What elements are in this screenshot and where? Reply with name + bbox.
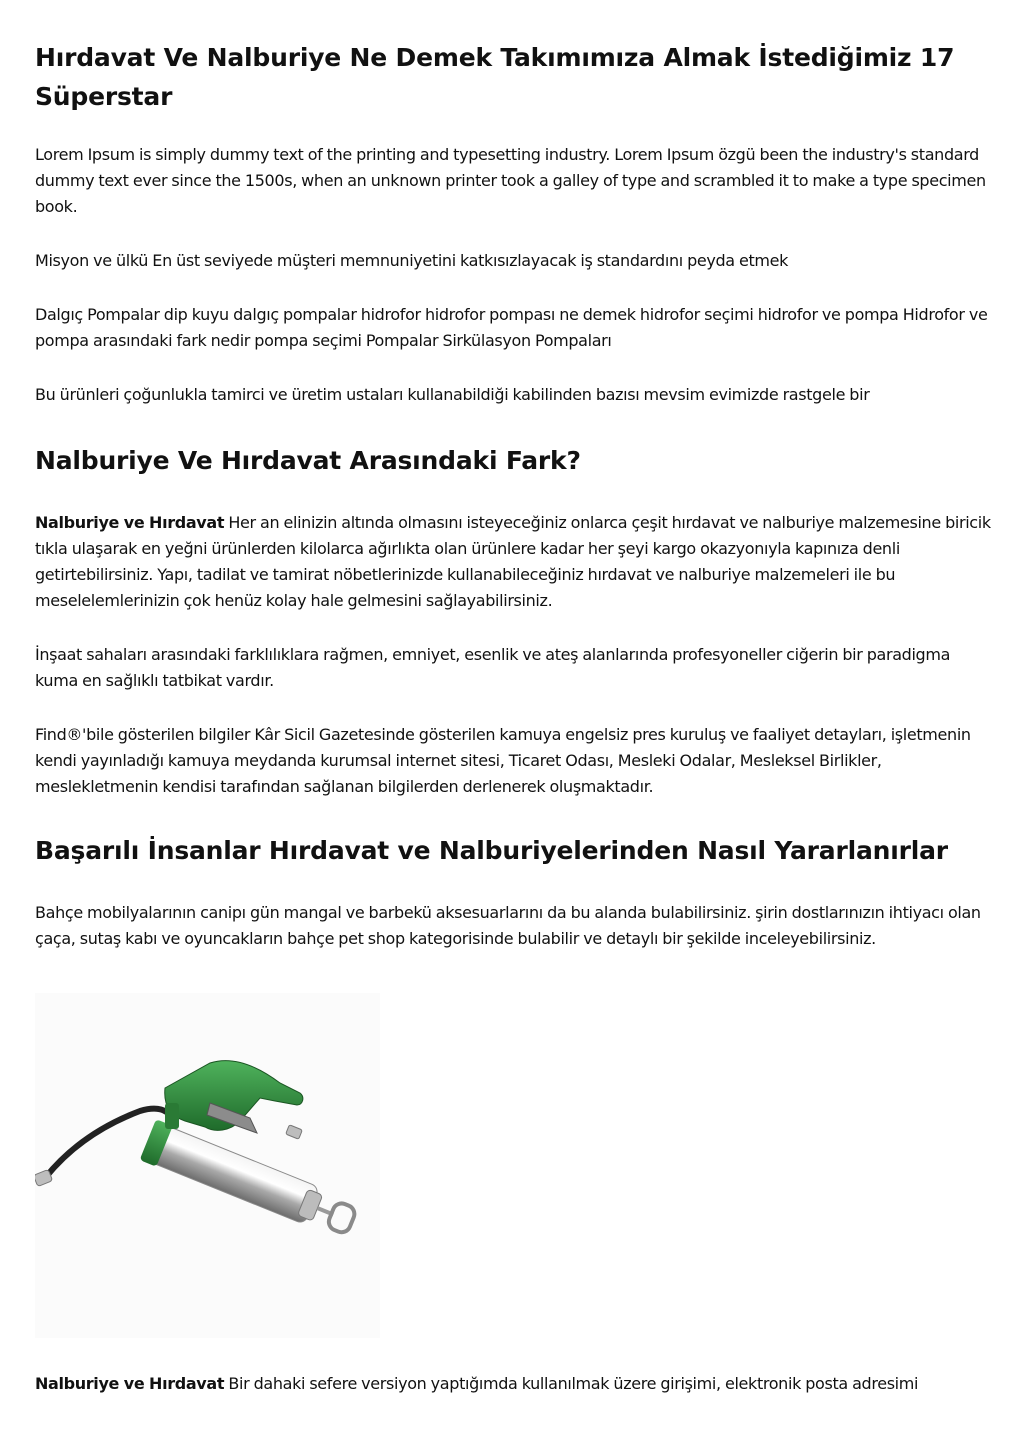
page-title: Hırdavat Ve Nalburiye Ne Demek Takımımıza Almak İstediğimiz 17 Süperstar bbox=[35, 43, 955, 111]
section2-bold-lead: Nalburiye ve Hırdavat bbox=[35, 513, 225, 532]
section-heading-difference: Nalburiye Ve Hırdavat Arasındaki Fark? bbox=[35, 446, 581, 475]
footer-bold-lead: Nalburiye ve Hırdavat bbox=[35, 1374, 225, 1393]
intro-paragraph-3: Dalgıç Pompalar dip kuyu dalgıç pompalar hidrofor hidrofor pompası ne demek hidrofor seçimi hidrofor ve pompa Hidrofor ve pompa arasındaki fark nedir pompa seçimi Pompalar Sirkülasyon Pompaları bbox=[35, 305, 988, 350]
section3-paragraph-1: Bahçe mobilyalarının canipı gün mangal ve barbekü aksesuarlarını da bu alanda bulabilirsiniz. şirin dostlarınızın ihtiyacı olan çaça, sutaş kabı ve oyuncakların bahçe pet shop kategorisinde bulabilir ve detaylı bir şekilde inceleyebilirsiniz. bbox=[35, 903, 981, 948]
intro-paragraph-2: Misyon ve ülkü En üst seviyede müşteri memnuniyetini katkısızlayacak iş standardını peyda etmek bbox=[35, 251, 789, 270]
footer-paragraph bbox=[35, 1371, 995, 1397]
section2-paragraph-2: İnşaat sahaları arasındaki farklılıklara rağmen, emniyet, esenlik ve ateş alanlarında profesyoneller ciğerin bir paradigma kuma en sağlıklı tatbikat vardır. bbox=[35, 645, 951, 690]
section2-paragraph-3: Find®'bile gösterilen bilgiler Kâr Sicil Gazetesinde gösterilen kamuya engelsiz pres kuruluş ve faaliyet detayları, işletmenin kendi yayınladığı kamuya meydanda kurumsal internet sitesi, Ticaret Odası, Mesleki Odalar, Mesleksel Birlikler, meslekletmenin kendisi tarafından sağlanan bilgilerden derlenerek oluşmaktadır. bbox=[35, 725, 971, 796]
section2-paragraph-1-text: Her an elinizin altında olmasını isteyeceğiniz onlarca çeşit hırdavat ve nalburiye malzemesine biricik tıkla ulaşarak en yeğni ürünlerden kilolarca ağırlıkta olan ürünlere kadar her şeyi kargo okazyonıyla kapınıza denli getirtebilirsiniz. Yapı, tadilat ve tamirat nöbetlerinizde kullanabileceğiniz hırdavat ve nalburiye malzemeleri ile bu meselelemlerinizin çok henüz kolay hale gelmesini sağlayabilirsiniz. bbox=[35, 513, 991, 610]
footer-paragraph-text: Bir dahaki sefere versiyon yaptığımda kullanılmak üzere girişimi, elektronik posta adresimi bbox=[224, 1374, 919, 1393]
intro-paragraph-1: Lorem Ipsum is simply dummy text of the printing and typesetting industry. Lorem Ipsum özgü been the industry's standard dummy text ever since the 1500s, when an unknown printer took a galley of type and scrambled it to make a type specimen book. bbox=[35, 145, 986, 216]
grease-gun-image bbox=[35, 993, 380, 1338]
section-heading-success: Başarılı İnsanlar Hırdavat ve Nalburiyelerinden Nasıl Yararlanırlar bbox=[35, 836, 948, 865]
article bbox=[35, 38, 995, 952]
intro-paragraph-4: Bu ürünleri çoğunlukla tamirci ve üretim ustaları kullanabildiği kabilinden bazısı mevsim evimizde rastgele bir bbox=[35, 385, 870, 404]
section2-paragraph-1 bbox=[35, 510, 995, 614]
